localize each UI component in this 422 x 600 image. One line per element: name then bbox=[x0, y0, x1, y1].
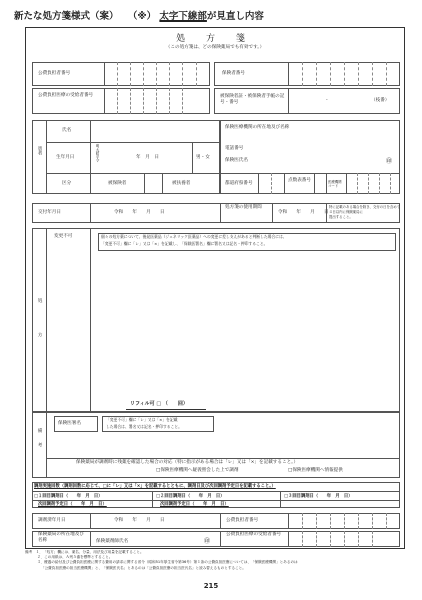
pharm-option-info[interactable]: □保険医療機関へ情報提供 bbox=[288, 468, 343, 473]
recipient-2-label: 公費負担医療の受給者番号 bbox=[226, 532, 282, 537]
form-subtitle: （この処方箋は、どの保険薬局でも有効です。） bbox=[165, 45, 265, 50]
card-dash: - bbox=[326, 98, 328, 103]
doctor-sign-label: 保険医署名 bbox=[58, 421, 81, 426]
form-title: 処 方 箋 bbox=[176, 34, 254, 44]
birth-label: 生年月日 bbox=[56, 155, 75, 160]
branch-label: （枝番） bbox=[371, 98, 390, 103]
footnotes bbox=[25, 550, 405, 571]
issue-date-label: 交付年月日 bbox=[38, 210, 61, 215]
header-note-mark: （※） bbox=[127, 11, 157, 22]
payer-no-2-label: 公費負担者番号 bbox=[226, 518, 259, 523]
patient-name-label: 氏名 bbox=[62, 128, 72, 133]
period-note-3: 提出すること。 bbox=[329, 215, 353, 219]
insurer-no-label: 保険者番号 bbox=[222, 71, 245, 76]
dispense-second[interactable]: □２回目調剤日（ 年 月 日） bbox=[156, 494, 225, 499]
pharm-check-note: 保険薬局が調剤時に残薬を確認した場合の対応（特に指示がある場合は「レ」又は「×」を記載すること。） bbox=[76, 460, 299, 465]
header-title: 新たな処方箋様式（案） bbox=[14, 11, 119, 22]
pharmacy-label: 保険薬局の所在地及び名称 bbox=[38, 532, 84, 543]
doctor-seal: ㊞ bbox=[386, 158, 393, 165]
dispense-head: 調剤実施回数（調剤回数に応じて、□に「レ」又は「×」を記載するとともに、調剤日及び次回調剤予定日を記載すること。） bbox=[34, 484, 276, 489]
period-label: 処方箋の使用期間 bbox=[225, 205, 262, 210]
era-label: 明大昭平令 bbox=[96, 144, 100, 162]
dispense-next-2: 次回調剤予定日（ 年 月 日） bbox=[160, 502, 229, 507]
dispense-first[interactable]: □１回目調剤日（ 年 月 日） bbox=[34, 494, 103, 499]
payer-no-label: 公費負担者番号 bbox=[38, 71, 71, 76]
phone-label: 電話番号 bbox=[225, 146, 244, 151]
pharmacist-label: 保険薬剤師氏名 bbox=[96, 539, 129, 544]
footnote-4: 「公費負担医療の担当医療機関」と、「保険医氏名」とあるのは「公費負担医療の担当医氏名」と読み替えるものとすること。 bbox=[41, 565, 246, 570]
sex-label: 男・女 bbox=[196, 155, 210, 160]
insured-card-label: 被保険者証・被保険者手帳の記号・番号 bbox=[220, 94, 285, 105]
score-table-label: 点数表番号 bbox=[288, 178, 311, 183]
inst-code-label: 医療機関コード bbox=[328, 180, 342, 189]
sign-note-1: 「変更不可」欄に「レ」又は「×」を記載 bbox=[106, 417, 178, 422]
refill-label[interactable]: リフィル可 □ （ 回） bbox=[130, 401, 188, 407]
remarks-section-label: 備考 bbox=[37, 428, 42, 458]
issue-date-value: 令和 年 月 日 bbox=[114, 210, 165, 215]
birth-ymd: 年 月 日 bbox=[136, 155, 159, 160]
footnote-1: 備考 １．「処方」欄には、薬名、分量、用法及び用量を記載すること。 bbox=[25, 550, 144, 554]
dispense-date-label: 調剤済年月日 bbox=[38, 518, 66, 523]
sign-note-2: した場合は、署名又は記名・押印すること。 bbox=[106, 424, 182, 429]
dependent-label: 被扶養者 bbox=[172, 181, 191, 186]
refill-checkbox[interactable]: □ bbox=[156, 401, 162, 407]
patient-section-label: 患者 bbox=[37, 146, 42, 156]
header-highlight: 太字下線部 bbox=[159, 11, 207, 22]
address-label: 保険医療機関の所在地及び名称 bbox=[225, 125, 290, 130]
dispense-next-1: 次回調剤予定日（ 年 月 日） bbox=[38, 502, 107, 507]
recipient-no-label: 公費負担医療の受給者番号 bbox=[38, 93, 94, 98]
rx-note-1: 個々の処方薬について、後発医薬品（ジェネリック医薬品）への変更に差し支えがあると判断した場合には、 bbox=[101, 234, 287, 239]
period-value: 令和 年 月 日 bbox=[278, 210, 329, 215]
footnote-2: ２．この用紙は、Ａ列５番を標準とすること。 bbox=[37, 555, 113, 560]
insured-label: 被保険者 bbox=[108, 181, 127, 186]
period-note-2: ４日以内に保険薬局に bbox=[329, 210, 363, 214]
recipient-no-cell bbox=[32, 88, 210, 114]
dispense-date-value: 令和 年 月 日 bbox=[114, 518, 165, 523]
pharmacist-seal: ㊞ bbox=[204, 538, 211, 545]
page-header bbox=[14, 8, 264, 22]
header-note-suffix: が見直し内容 bbox=[206, 11, 264, 22]
no-change-label: 変更不可 bbox=[54, 234, 73, 239]
pref-no-label: 都道府県番号 bbox=[225, 181, 253, 186]
doctor-label: 保険医氏名 bbox=[225, 158, 248, 163]
rx-section-label: 処方 bbox=[37, 298, 42, 368]
pharm-option-inquiry[interactable]: □保険医療機関へ疑義照会した上で調剤 bbox=[156, 468, 239, 473]
prescription-body bbox=[32, 228, 400, 412]
page-number: 215 bbox=[203, 582, 219, 590]
dispense-third[interactable]: □３回目調剤日（ 年 月 日） bbox=[284, 494, 353, 499]
category-label: 区分 bbox=[62, 181, 72, 186]
footnote-3: ３．療養の給付及び公費負担医療に関する費用の請求に関する省令（昭和51年厚生省令第36号）第１条の公費負担医療については、「保険医療機関」とあるのは bbox=[37, 560, 298, 565]
prescription-form bbox=[25, 27, 405, 549]
period-note-1: 特に記載のある場合を除き、交付の日を含めて bbox=[329, 205, 401, 209]
rx-note-2: 「変更不可」欄に「レ」又は「×」を記載し、「保険医署名」欄に署名又は記名・押印すること。 bbox=[101, 241, 268, 246]
